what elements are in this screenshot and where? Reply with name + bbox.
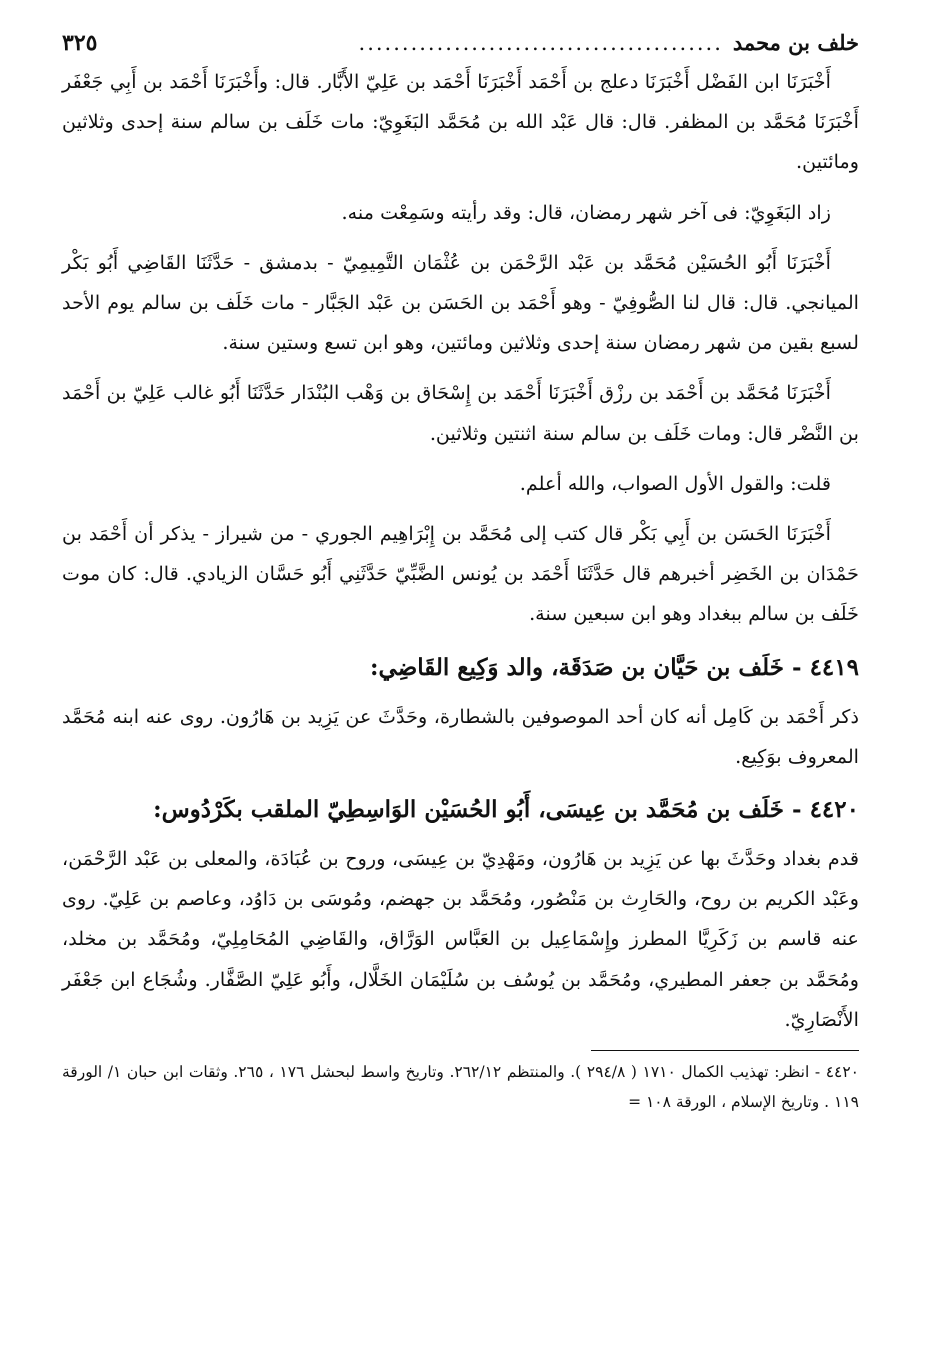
entry-text-4419: ذكر أَحْمَد بن كَامِل أنه كان أحد الموصوفين بالشطارة، وحَدَّثَ عن يَزِيد بن هَارُون. روى عنه ابنه مُحَمَّد المعروف بوَكِيع. [62, 704, 859, 768]
page-body [62, 62, 859, 1040]
entry-heading-4419: ٤٤١٩ - خَلَف بن حَيَّان بن صَدَقَة، والد وَكِيع القَاضِي: [370, 653, 859, 681]
running-title: خلف بن محمد [732, 30, 859, 55]
paragraph-5: قلت: والقول الأول الصواب، والله أعلم. [519, 471, 831, 495]
entry-text-4420: قدم بغداد وحَدَّثَ بها عن يَزِيد بن هَارُون، ومَهْدِيّ بن عِيسَى، وروح بن عُبَادَة، والمعلى بن عَبْد الرَّحْمَن، وعَبْد الكريم بن روح، والحَارِث بن مَنْصُور، ومُحَمَّد بن جهضم، ومُوسَى بن دَاوُد، وعاصم بن عَلِيّ. روى عنه قاسم بن زَكَرِيَّا المطرز وإِسْمَاعِيل بن العَبَّاس الوَرَّاق، والقَاضِي المُحَامِلِيّ، ومُحَمَّد بن مخلد، ومُحَمَّد بن جعفر المطيري، ومُحَمَّد بن يُوسُف بن سُلَيْمَان الخَلَّال، وأَبُو عَلِيّ الصَّفَّار. وشُجَاع ابن جَعْفَر الأَنْصَارِيّ. [62, 847, 859, 1031]
paragraph-1: أَخْبَرَنَا ابن الفَضْل أَخْبَرَنَا دعلج بن أَحْمَد أَخْبَرَنَا أَحْمَد بن عَلِيّ الأَبَّار. قال: وأَخْبَرَنَا أَحْمَد بن أَبِي جَعْفَر أَخْبَرَنَا مُحَمَّد بن المظفر. قال: قال عَبْد الله بن مُحَمَّد البَغَوِيّ: مات خَلَف بن سالم سنة إحدى وثلاثين ومائتين. [62, 70, 859, 174]
entry-heading-4420: ٤٤٢٠ - خَلَف بن مُحَمَّد بن عِيسَى، أَبُو الحُسَيْن الوَاسِطِيّ الملقب بكَرْدُوس: [153, 796, 859, 824]
page-header [62, 24, 859, 62]
footnote-4420: ٤٤٢٠ - انظر: تهذيب الكمال ١٧١٠ ( ٢٩٤/٨ ). والمنتظم ٢٦٢/١٢. وتاريخ واسط لبحشل ١٧٦ ، ٢٦٥. وثقات ابن حبان ١/ الورقة ١١٩ . وتاريخ الإسلام ، الورقة ١٠٨ = [62, 1063, 859, 1112]
page-number: ٣٢٥ [62, 30, 98, 56]
paragraph-4: أَخْبَرَنَا مُحَمَّد بن أَحْمَد بن رزْق أَخْبَرَنَا أَحْمَد بن إِسْحَاق بن وَهْب البُنْدَار حَدَّثَنَا أَبُو غالب عَلِيّ بن أَحْمَد بن النَّضْر قال: ومات خَلَف بن سالم سنة اثنتين وثلاثين. [62, 381, 859, 445]
paragraph-2: زاد البَغَوِيّ: فى آخر شهر رمضان، قال: وقد رأيته وسَمِعْت منه. [341, 200, 831, 224]
footnotes [62, 1057, 859, 1117]
leader-dots: .......................................... [358, 31, 723, 55]
footnote-separator [591, 1050, 859, 1051]
paragraph-6: أَخْبَرَنَا الحَسَن بن أَبِي بَكْر قال كتب إلى مُحَمَّد بن إِبْرَاهِيم الجوري - من شيراز - يذكر أن أَحْمَد بن حَمْدَان بن الخَضِر أخبرهم قال حَدَّثَنَا أَحْمَد بن يُونس الضَّبِّيّ حَدَّثَنِي أَبُو حَسَّان الزيادي. قال: كان موت خَلَف بن سالم ببغداد وهو ابن سبعين سنة. [62, 522, 859, 626]
paragraph-3: أَخْبَرَنَا أَبُو الحُسَيْن مُحَمَّد بن عَبْد الرَّحْمَن بن عُثْمَان التَّمِيمِيّ - بدمشق - حَدَّثَنَا القَاضِي أَبُو بَكْر الميانجي. قال: قال لنا الصُّوفِيّ - وهو أَحْمَد بن الحَسَن بن عَبْد الجَبَّار - مات خَلَف بن سالم يوم الأحد لسبع بقين من شهر رمضان سنة إحدى وثلاثين ومائتين، وهو ابن تسع وستين سنة. [62, 250, 859, 355]
